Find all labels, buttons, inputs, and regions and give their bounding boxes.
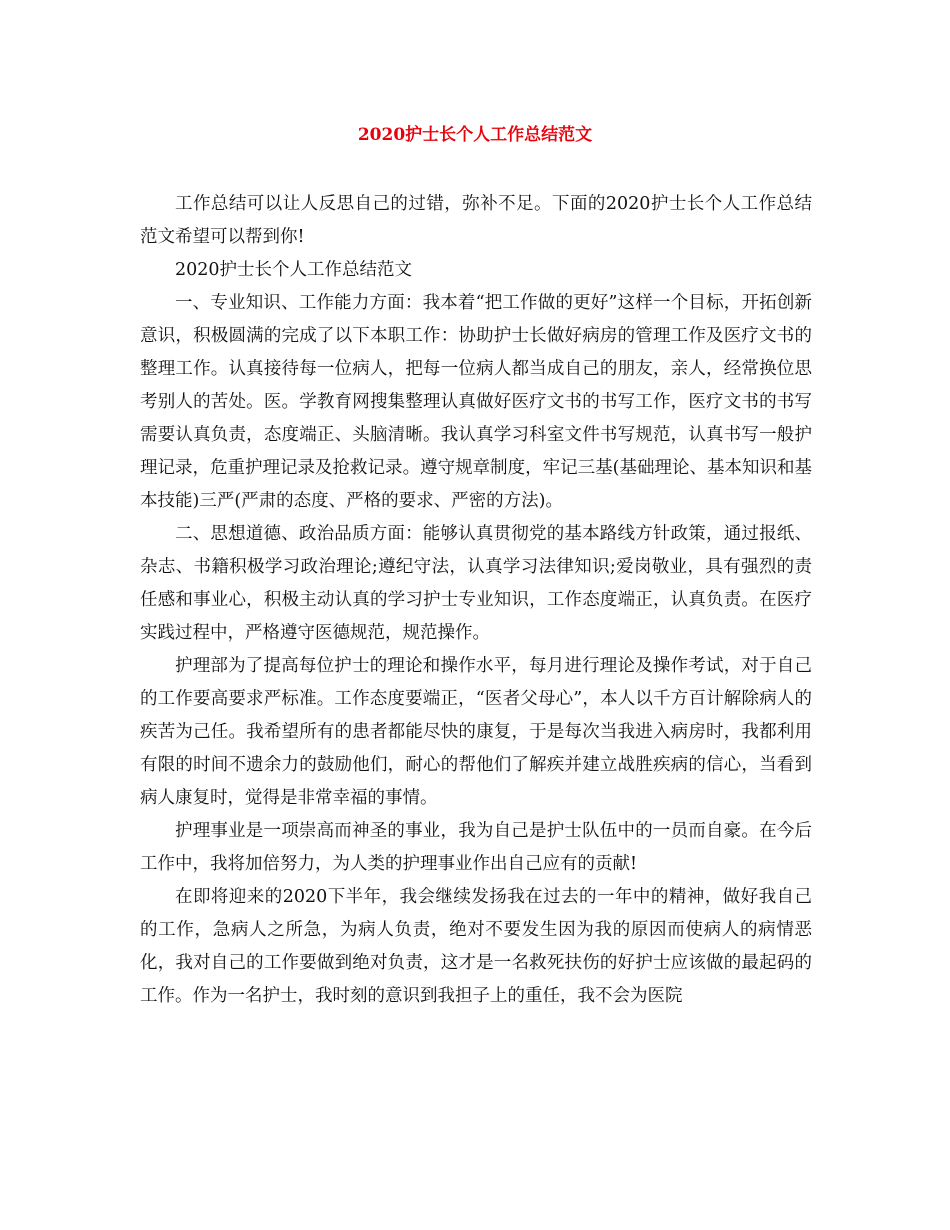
paragraph-nursing-dept: 护理部为了提高每位护士的理论和操作水平，每月进行理论及操作考试，对于自己的工作要高要求严标准。工作态度要端正，“医者父母心”，本人以千方百计解除病人的疾苦为己任。我希望所有的患者都能尽快的康复，于是每次当我进入病房时，我都利用有限的时间不遗余力的鼓励他们，耐心的帮他们了解疾并建立战胜疾病的信心，当看到病人康复时，觉得是非常幸福的事情。 [140, 656, 812, 808]
paragraph-ethics: 二、思想道德、政治品质方面：能够认真贯彻党的基本路线方针政策，通过报纸、杂志、书籍积极学习政治理论;遵纪守法，认真学习法律知识;爱岗敬业，具有强烈的责任感和事业心，积极主动认真的学习护士专业知识，工作态度端正，认真负责。在医疗实践过程中，严格遵守医德规范，规范操作。 [140, 524, 812, 643]
document-title: 2020护士长个人工作总结范文 [357, 125, 593, 145]
document-body [140, 188, 812, 1013]
paragraph-outlook: 在即将迎来的2020下半年，我会继续发扬我在过去的一年中的精神，做好我自己的工作，急病人之所急，为病人负责，绝对不要发生因为我的原因而使病人的病情恶化，我对自己的工作要做到绝对负责，这才是一名救死扶伤的好护士应该做的最起码的工作。作为一名护士，我时刻的意识到我担子上的重任，我不会为医院 [140, 887, 812, 1006]
paragraph-intro: 工作总结可以让人反思自己的过错，弥补不足。下面的2020护士长个人工作总结范文希望可以帮到你! [140, 194, 812, 247]
paragraph-subtitle: 2020护士长个人工作总结范文 [175, 260, 413, 280]
paragraph-career: 护理事业是一项崇高而神圣的事业，我为自己是护士队伍中的一员而自豪。在今后工作中，我将加倍努力，为人类的护理事业作出自己应有的贡献! [140, 821, 812, 874]
paragraph-professional: 一、专业知识、工作能力方面：我本着“把工作做的更好”这样一个目标，开拓创新意识，积极圆满的完成了以下本职工作：协助护士长做好病房的管理工作及医疗文书的整理工作。认真接待每一位病人，把每一位病人都当成自己的朋友，亲人，经常换位思考别人的苦处。医。学教育网搜集整理认真做好医疗文书的书写工作，医疗文书的书写需要认真负责，态度端正、头脑清晰。我认真学习科室文件书写规范，认真书写一般护理记录，危重护理记录及抢救记录。遵守规章制度，牢记三基(基础理论、基本知识和基本技能)三严(严肃的态度、严格的要求、严密的方法)。 [140, 293, 812, 511]
